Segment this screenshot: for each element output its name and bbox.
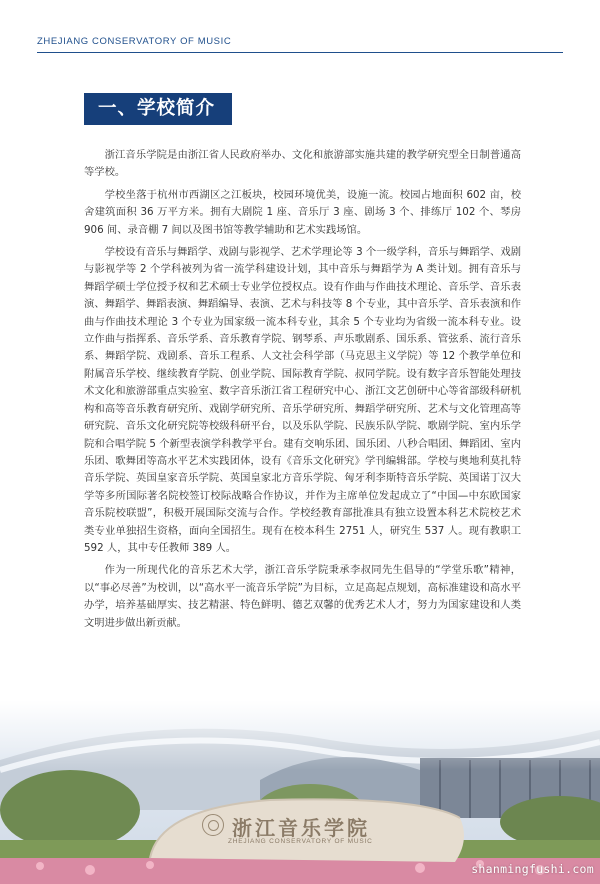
watermark: shanmingfushi.com bbox=[471, 862, 594, 876]
section-title: 一、学校简介 bbox=[84, 93, 232, 125]
school-seal-icon bbox=[202, 814, 224, 836]
paragraph-campus: 学校坐落于杭州市西湖区之江板块，校园环境优美，设施一流。校园占地面积 602 亩，校舍建筑面积 36 万平方米。拥有大剧院 1 座、音乐厅 3 座、剧场 3 个、排练厅 102 个、琴房 906 间、录音棚 7 间以及图书馆等教学辅助和艺术实践场馆。 bbox=[84, 188, 521, 236]
stone-inscription-cn: 浙江音乐学院 bbox=[232, 816, 370, 840]
body-text bbox=[84, 147, 521, 637]
stone-inscription-en: ZHEJIANG CONSERVATORY OF MUSIC bbox=[228, 838, 373, 845]
header-rule bbox=[37, 52, 563, 53]
running-header: ZHEJIANG CONSERVATORY OF MUSIC bbox=[37, 36, 232, 47]
paragraph-mission: 作为一所现代化的音乐艺术大学，浙江音乐学院秉承李叔同先生倡导的“学堂乐歌”精神，以“事必尽善”为校训，以“高水平一流音乐学院”为目标，立足高起点规划，高标准建设和高水平办学，培养基础厚实、技艺精湛、特色鲜明、德艺双馨的优秀艺术人才，努力为国家建设和人类文明进步做出新贡献。 bbox=[84, 564, 521, 629]
paragraph-intro: 浙江音乐学院是由浙江省人民政府举办、文化和旅游部实施共建的教学研究型全日制普通高等学校。 bbox=[84, 149, 521, 179]
campus-photo bbox=[0, 700, 600, 884]
paragraph-academics: 学校设有音乐与舞蹈学、戏剧与影视学、艺术学理论等 3 个一级学科，音乐与舞蹈学、戏剧与影视学等 2 个学科被列为省一流学科建设计划，其中音乐与舞蹈学为 A 类计划。拥有音乐与舞蹈学硕士学位授予权和艺术硕士专业学位授权点。设有作曲与作曲技术理论、音乐学、音乐表演、舞蹈学、舞蹈表演、舞蹈编导、表演、艺术与科技等 8 个专业，其中音乐学、音乐表演和作曲与作曲技术理论 3 个专业为国家级一流本科专业，其余 5 个专业均为省级一流本科专业。设立作曲与指挥系、音乐学系、音乐教育学院、钢琴系、声乐歌剧系、国乐系、管弦系、流行音乐系、舞蹈学院、戏剧系、音乐工程系、人文社会科学部（马克思主义学院）等 12 个教学单位和附属音乐学校、继续教育学院、创业学院、国际教育学院、叔同学院。设有数字音乐智能处理技术文化和旅游部重点实验室、数字音乐浙江省工程研究中心、浙江文艺创研中心等省部级科研机构和高等音乐教育研究所、戏剧学研究所、音乐学研究所、舞蹈学研究所、艺术与文化管理高等研究院、音乐文化研究院等校级科研平台，以及乐队学院、民族乐队学院、歌剧学院、室内乐学院和合唱学院 5 个新型表演学科教学平台。建有交响乐团、国乐团、八秒合唱团、舞蹈团、室内乐团、歌舞团等高水平艺术实践团体，设有《音乐文化研究》学刊编辑部。学校与奥地利莫扎特音乐学院、英国皇家音乐学院、英国皇家北方音乐学院、匈牙利李斯特音乐学院、英国诺丁汉大学等多所国际著名院校签订校际战略合作协议，并作为主席单位发起成立了“中国—中东欧国家音乐院校联盟”，积极开展国际交流与合作。学校经教育部批准具有独立设置本科艺术院校艺术类专业单独招生资格，面向全国招生。现有在校本科生 2751 人，研究生 537 人。现有教职工 592 人，其中专任教师 389 人。 bbox=[84, 246, 521, 554]
